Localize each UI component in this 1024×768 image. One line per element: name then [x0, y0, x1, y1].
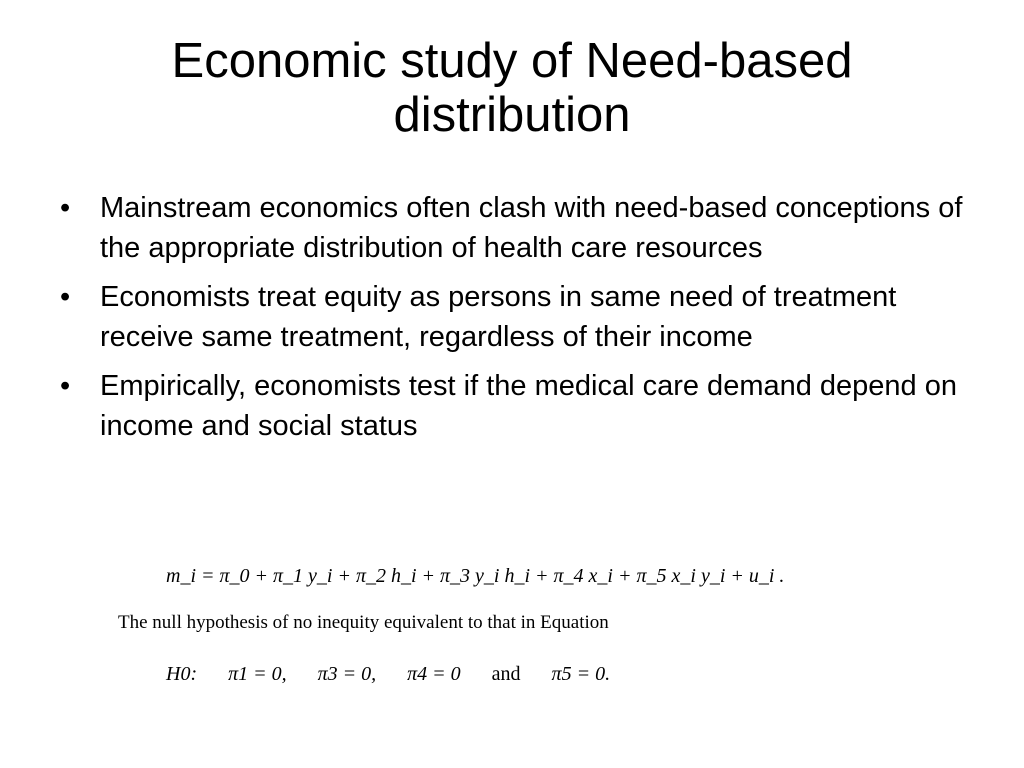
null-term-pi1: π1 = 0, — [228, 663, 287, 685]
null-term-pi5: π5 = 0. — [551, 663, 611, 685]
bullet-item — [60, 366, 980, 446]
bullet-item — [60, 277, 980, 357]
bullet-text: Economists treat equity as persons in same need of treatment receive same treatment, regardless of their income — [100, 281, 897, 353]
null-hypothesis-caption: The null hypothesis of no inequity equivalent to that in Equation — [118, 612, 609, 633]
bullet-icon: • — [60, 370, 71, 402]
bullet-icon: • — [60, 192, 71, 224]
null-hypothesis-label: H0: — [166, 663, 198, 685]
bullet-text: Mainstream economics often clash with need-based conceptions of the appropriate distribution of health care resources — [100, 192, 963, 264]
bullet-list — [60, 188, 980, 455]
null-term-pi3: π3 = 0, — [317, 663, 377, 685]
bullet-item — [60, 188, 980, 268]
null-term-pi4: π4 = 0 — [407, 663, 461, 685]
null-and-word: and — [491, 663, 521, 685]
demand-equation-text: m_i = π_0 + π_1 y_i + π_2 h_i + π_3 y_i h_i + π_4 x_i + π_5 x_i y_i + u_i . — [166, 565, 785, 587]
null-hypothesis-equation — [118, 658, 838, 690]
equation-block — [118, 558, 838, 690]
bullet-text: Empirically, economists test if the medical care demand depend on income and social status — [100, 370, 958, 442]
bullet-icon: • — [60, 281, 71, 313]
demand-equation — [118, 558, 838, 594]
slide-title: Economic study of Need-based distribution — [171, 34, 853, 142]
